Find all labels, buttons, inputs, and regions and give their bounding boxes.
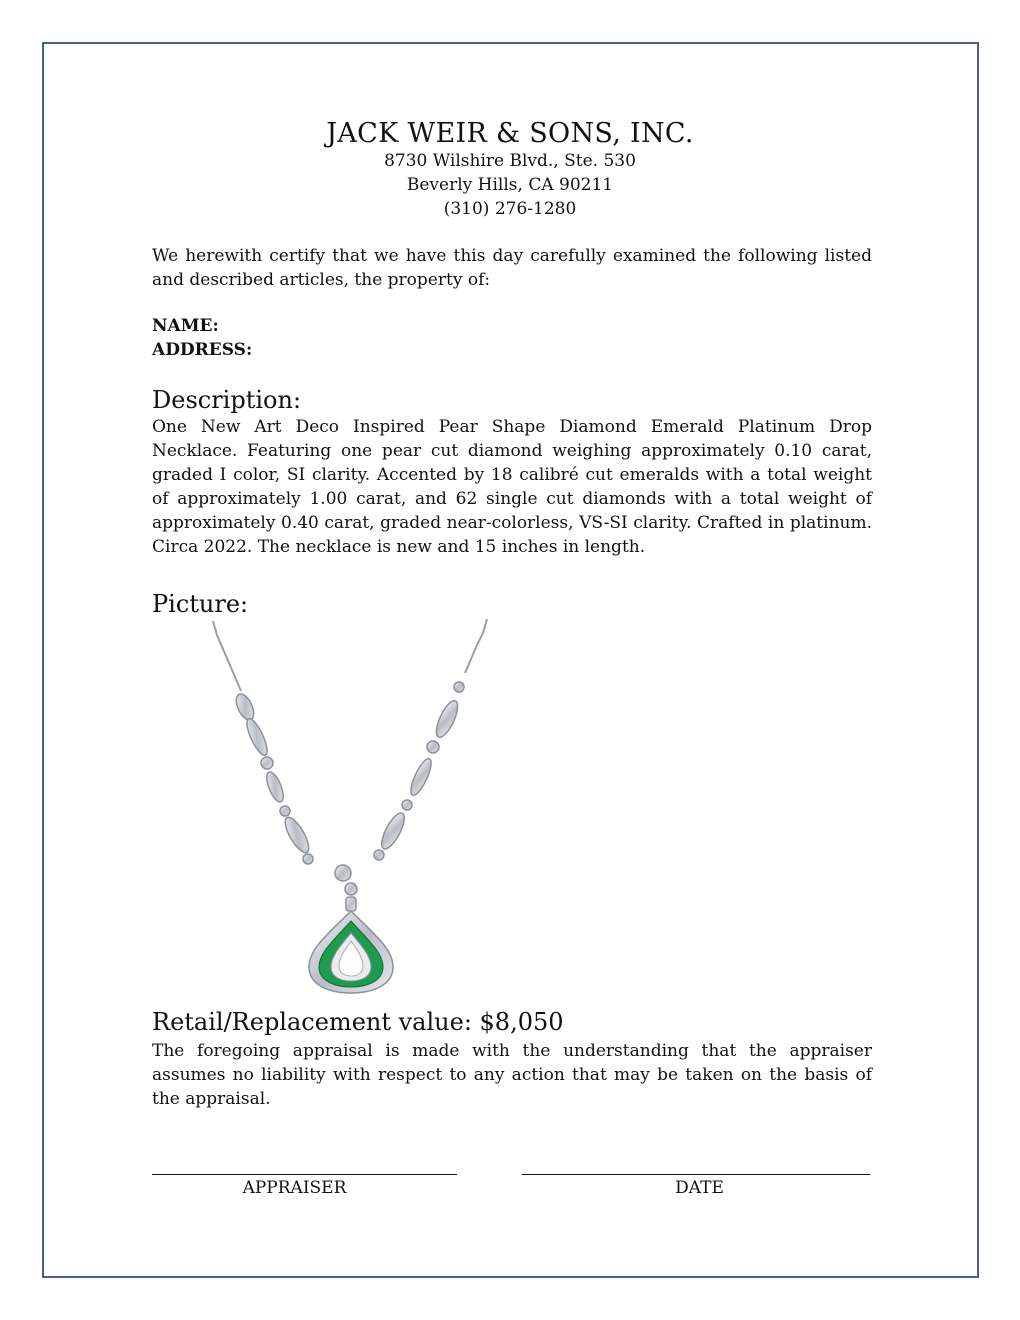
left-chain [213, 621, 241, 691]
company-address-line1: 8730 Wilshire Blvd., Ste. 530 [384, 151, 636, 171]
date-label: DATE [675, 1178, 724, 1198]
pendant-bail [335, 865, 357, 911]
necklace-photo [195, 615, 505, 995]
date-signature-line [522, 1174, 870, 1175]
company-phone: (310) 276-1280 [443, 199, 577, 219]
owner-name-label: NAME: [152, 316, 219, 336]
picture-heading: Picture: [152, 590, 249, 618]
company-address-line2: Beverly Hills, CA 90211 [406, 175, 614, 195]
appraiser-signature-line [152, 1174, 457, 1175]
appraiser-label: APPRAISER [242, 1178, 347, 1198]
pear-pendant [309, 911, 393, 993]
retail-value-heading: Retail/Replacement value: $8,050 [152, 1008, 564, 1036]
left-links [233, 691, 313, 864]
owner-address-label: ADDRESS: [152, 340, 253, 360]
certification-intro: We herewith certify that we have this day carefully examined the following listed and described articles, the property of: [152, 246, 872, 290]
right-chain [465, 619, 487, 673]
right-links [374, 682, 464, 860]
company-name: JACK WEIR & SONS, INC. [326, 118, 694, 149]
description-heading: Description: [152, 386, 302, 414]
liability-disclaimer: The foregoing appraisal is made with the understanding that the appraiser assumes no liability with respect to any action that may be taken on the basis of the appraisal. [152, 1041, 872, 1109]
description-text: One New Art Deco Inspired Pear Shape Diamond Emerald Platinum Drop Necklace. Featuring one pear cut diamond weighing approximately 0.10 carat, graded I color, SI clarity. Accented by 18 calibré cut emeralds with a total weight of approximately 1.00 carat, and 62 single cut diamonds with a total weight of approximately 0.40 carat, graded near-colorless, VS-SI clarity. Crafted in platinum. Circa 2022. The necklace is new and 15 inches in length. [152, 417, 872, 557]
